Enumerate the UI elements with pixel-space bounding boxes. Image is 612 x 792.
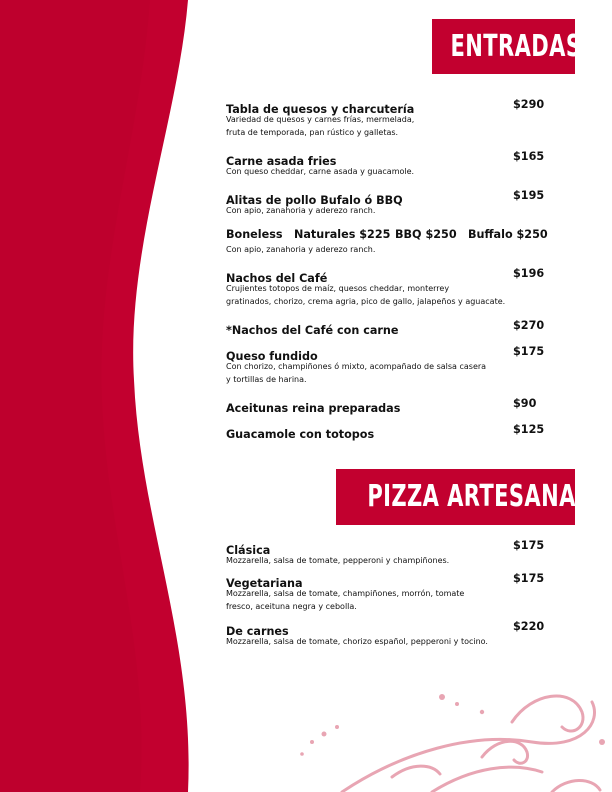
item-description: Mozzarella, salsa de tomate, champiñones, morrón, tomate: [226, 589, 465, 598]
menu-item: [226, 620, 546, 648]
item-description: fruta de temporada, pan rústico y galletas.: [226, 128, 399, 137]
menu-item: [226, 572, 546, 613]
item-description: Crujientes totopos de maíz, quesos cheddar, monterrey: [226, 284, 450, 293]
item-name: Nachos del Café: [226, 272, 328, 285]
item-price: $175: [513, 345, 545, 358]
item-description: y tortillas de harina.: [226, 375, 307, 384]
item-description: Con apio, zanahoria y aderezo ranch.: [226, 206, 376, 215]
item-price: $290: [513, 98, 545, 111]
menu-item: [226, 319, 546, 337]
item-name: Guacamole con totopos: [226, 428, 375, 441]
menu-item: [226, 267, 546, 308]
item-price: $270: [513, 319, 545, 332]
item-description: Con queso cheddar, carne asada y guacamole.: [226, 167, 415, 176]
item-option: BBQ $250: [395, 228, 457, 241]
menu-item: [226, 397, 546, 415]
item-name: Tabla de quesos y charcutería: [226, 103, 415, 116]
item-option: Buffalo $250: [468, 228, 548, 241]
item-price: $90: [513, 397, 537, 410]
menu-item: [226, 189, 546, 217]
item-name: Queso fundido: [226, 350, 318, 363]
menu-item-boneless: [226, 228, 546, 256]
item-price: $220: [513, 620, 545, 633]
swirl-ornament-icon: [282, 682, 612, 792]
item-price: $175: [513, 539, 545, 552]
menu-item: [226, 423, 546, 441]
menu-item: [226, 539, 546, 567]
item-name: Vegetariana: [226, 577, 303, 590]
item-name: Alitas de pollo Bufalo ó BBQ: [226, 194, 403, 207]
item-name: Clásica: [226, 544, 271, 557]
item-description: fresco, aceituna negra y cebolla.: [226, 602, 357, 611]
item-description: Mozzarella, salsa de tomate, chorizo español, pepperoni y tocino.: [226, 637, 488, 646]
menu-item: [226, 98, 546, 139]
pizza-title: PIZZA ARTESANAL: [367, 479, 590, 514]
item-option: Naturales $225: [294, 228, 391, 241]
item-name: De carnes: [226, 625, 289, 638]
item-description: Con chorizo, champiñones ó mixto, acompañado de salsa casera: [226, 362, 487, 371]
item-price: $175: [513, 572, 545, 585]
item-name: *Nachos del Café con carne: [226, 324, 399, 337]
entradas-header: [432, 19, 582, 74]
item-name: Carne asada fries: [226, 155, 337, 168]
item-description: gratinados, chorizo, crema agria, pico de gallo, jalapeños y aguacate.: [226, 297, 506, 306]
item-name: Boneless: [226, 228, 283, 241]
item-description: Con apio, zanahoria y aderezo ranch.: [226, 245, 376, 254]
item-price: $165: [513, 150, 545, 163]
menu-item: [226, 345, 546, 386]
item-description: Variedad de quesos y carnes frías, mermelada,: [226, 115, 415, 124]
entradas-title: ENTRADAS: [450, 29, 582, 64]
pizza-header: [336, 469, 590, 525]
item-name: Aceitunas reina preparadas: [226, 402, 401, 415]
item-description: Mozzarella, salsa de tomate, pepperoni y champiñones.: [226, 556, 450, 565]
item-price: $196: [513, 267, 545, 280]
item-price: $125: [513, 423, 545, 436]
item-price: $195: [513, 189, 545, 202]
menu-item: [226, 150, 546, 178]
